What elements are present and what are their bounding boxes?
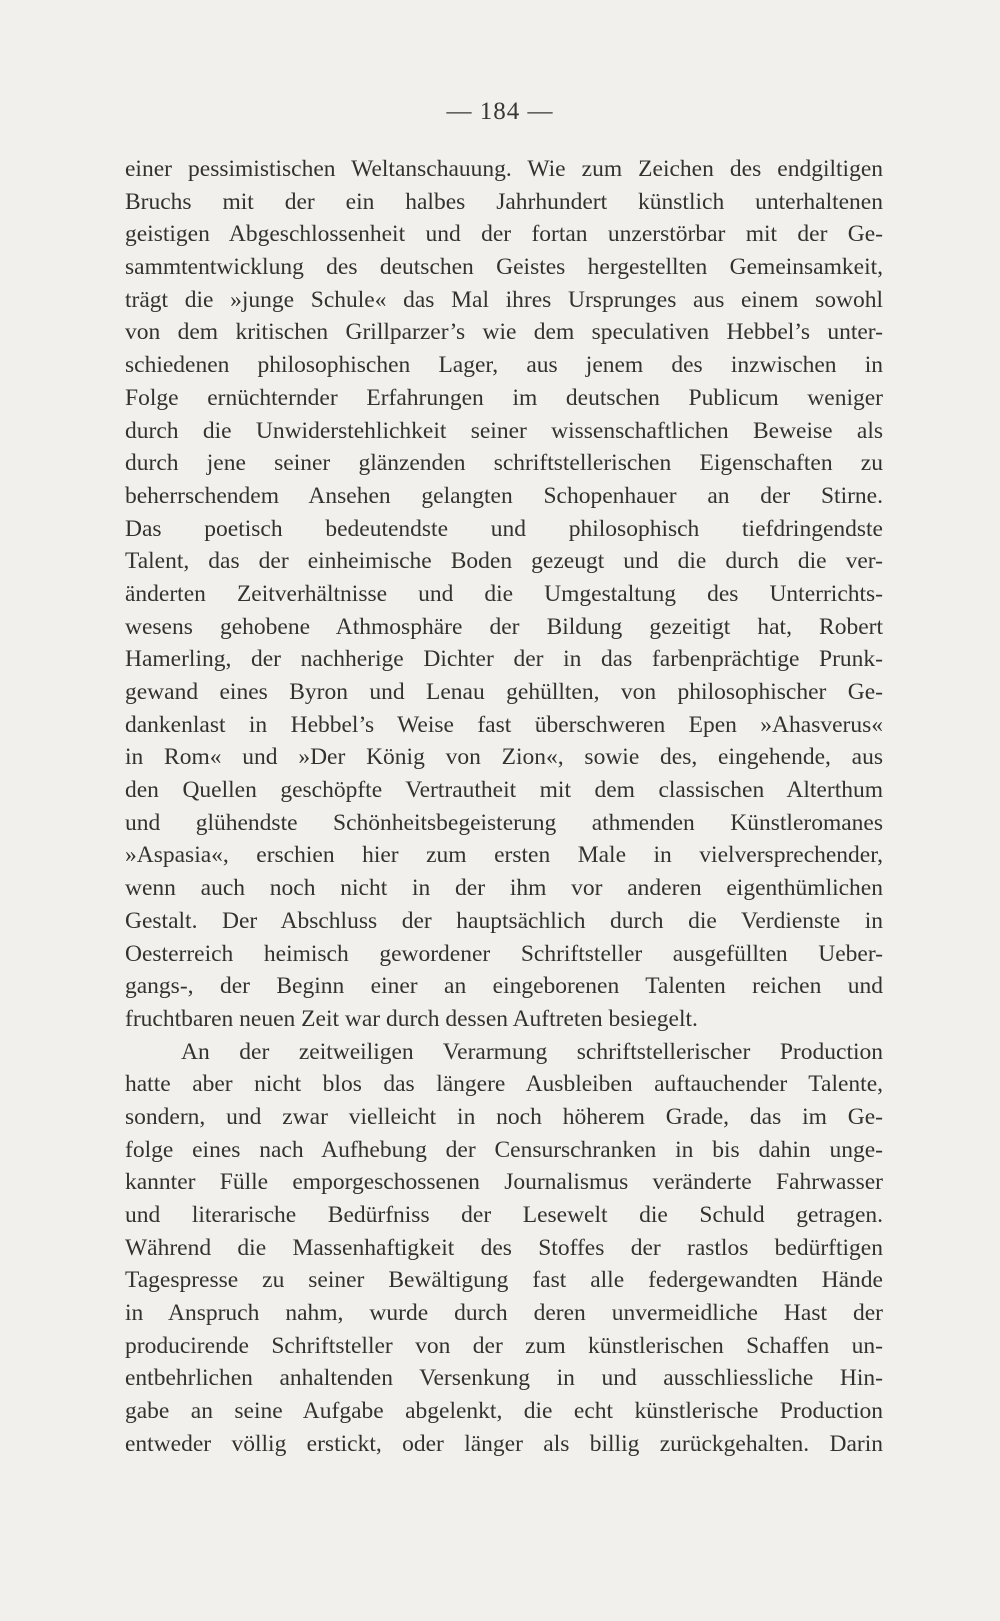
text-line: änderten Zeitverhältnisse und die Umgestaltung des Unterrichts-	[125, 580, 883, 607]
text-line: Während die Massenhaftigkeit des Stoffes der rastlos bedürftigen	[125, 1234, 883, 1261]
text-line: gewand eines Byron und Lenau gehüllten, von philosophischer Ge-	[125, 679, 883, 705]
text-line: und glühendste Schönheitsbegeisterung athmenden Künstleromanes	[125, 809, 883, 836]
text-line: wesens gehobene Athmosphäre der Bildung gezeitigt hat, Robert	[125, 613, 883, 640]
text-line: gangs-, der Beginn einer an eingeborenen Talenten reichen und	[125, 973, 883, 1000]
text-line: Das poetisch bedeutendste und philosophisch tiefdringendste	[125, 515, 883, 542]
text-line: wenn auch noch nicht in der ihm vor anderen eigenthümlichen	[125, 875, 883, 902]
text-line: kannter Fülle emporgeschossenen Journalismus veränderte Fahrwasser	[125, 1169, 883, 1196]
text-line: hatte aber nicht blos das längere Ausbleiben auftauchender Talente,	[125, 1071, 883, 1098]
text-line: entweder völlig erstickt, oder länger als billig zurückgehalten. Darin	[125, 1430, 883, 1457]
text-line: einer pessimistischen Weltanschauung. Wie zum Zeichen des endgiltigen	[125, 156, 883, 182]
text-line: gabe an seine Aufgabe abgelenkt, die echt künstlerische Production	[125, 1398, 883, 1425]
text-line: Talent, das der einheimische Boden gezeugt und die durch die ver-	[125, 548, 883, 575]
text-line: Hamerling, der nachherige Dichter der in das farbenprächtige Prunk-	[125, 646, 883, 673]
text-line: durch jene seiner glänzenden schriftstellerischen Eigenschaften zu	[125, 450, 883, 477]
text-line: dankenlast in Hebbel’s Weise fast überschweren Epen »Ahasverus«	[125, 711, 883, 738]
text-line: und literarische Bedürfniss der Lesewelt die Schuld getragen.	[125, 1202, 883, 1228]
text-line: trägt die »junge Schule« das Mal ihres Ursprunges aus einem sowohl	[125, 286, 883, 313]
text-line: entbehrlichen anhaltenden Versenkung in und ausschliessliche Hin-	[125, 1365, 883, 1392]
text-line: geistigen Abgeschlossenheit und der fortan unzerstörbar mit der Ge-	[125, 221, 883, 248]
text-line: Tagespresse zu seiner Bewältigung fast alle federgewandten Hände	[125, 1267, 883, 1294]
text-line: »Aspasia«, erschien hier zum ersten Male in vielversprechender,	[125, 842, 883, 869]
text-line: in Anspruch nahm, wurde durch deren unvermeidliche Hast der	[125, 1300, 883, 1327]
text-line: folge eines nach Aufhebung der Censurschranken in bis dahin unge-	[125, 1136, 883, 1163]
body-text	[125, 153, 883, 1461]
text-line: beherrschendem Ansehen gelangten Schopenhauer an der Stirne.	[125, 482, 883, 509]
text-line: von dem kritischen Grillparzer’s wie dem speculativen Hebbel’s unter-	[125, 319, 883, 346]
text-line: An der zeitweiligen Verarmung schriftstellerischer Production	[181, 1038, 883, 1065]
text-line: sondern, und zwar vielleicht in noch höherem Grade, das im Ge-	[125, 1103, 883, 1130]
text-line: den Quellen geschöpfte Vertrautheit mit dem classischen Alterthum	[125, 777, 883, 804]
text-line: Gestalt. Der Abschluss der hauptsächlich durch die Verdienste in	[125, 907, 883, 934]
text-line: in Rom« und »Der König von Zion«, sowie des, eingehende, aus	[125, 744, 883, 771]
text-line: Bruchs mit der ein halbes Jahrhundert künstlich unterhaltenen	[125, 188, 883, 215]
text-line: durch die Unwiderstehlichkeit seiner wissenschaftlichen Beweise als	[125, 417, 883, 444]
text-line: sammtentwicklung des deutschen Geistes hergestellten Gemeinsamkeit,	[125, 254, 883, 281]
text-line: Folge ernüchternder Erfahrungen im deutschen Publicum weniger	[125, 384, 883, 411]
text-line: Oesterreich heimisch gewordener Schriftsteller ausgefüllten Ueber-	[125, 940, 883, 967]
text-line: fruchtbaren neuen Zeit war durch dessen Auftreten besiegelt.	[125, 1005, 698, 1032]
text-line: schiedenen philosophischen Lager, aus jenem des inzwischen in	[125, 352, 883, 379]
page-number: — 184 —	[446, 98, 554, 125]
text-line: producirende Schriftsteller von der zum künstlerischen Schaffen un-	[125, 1332, 883, 1359]
